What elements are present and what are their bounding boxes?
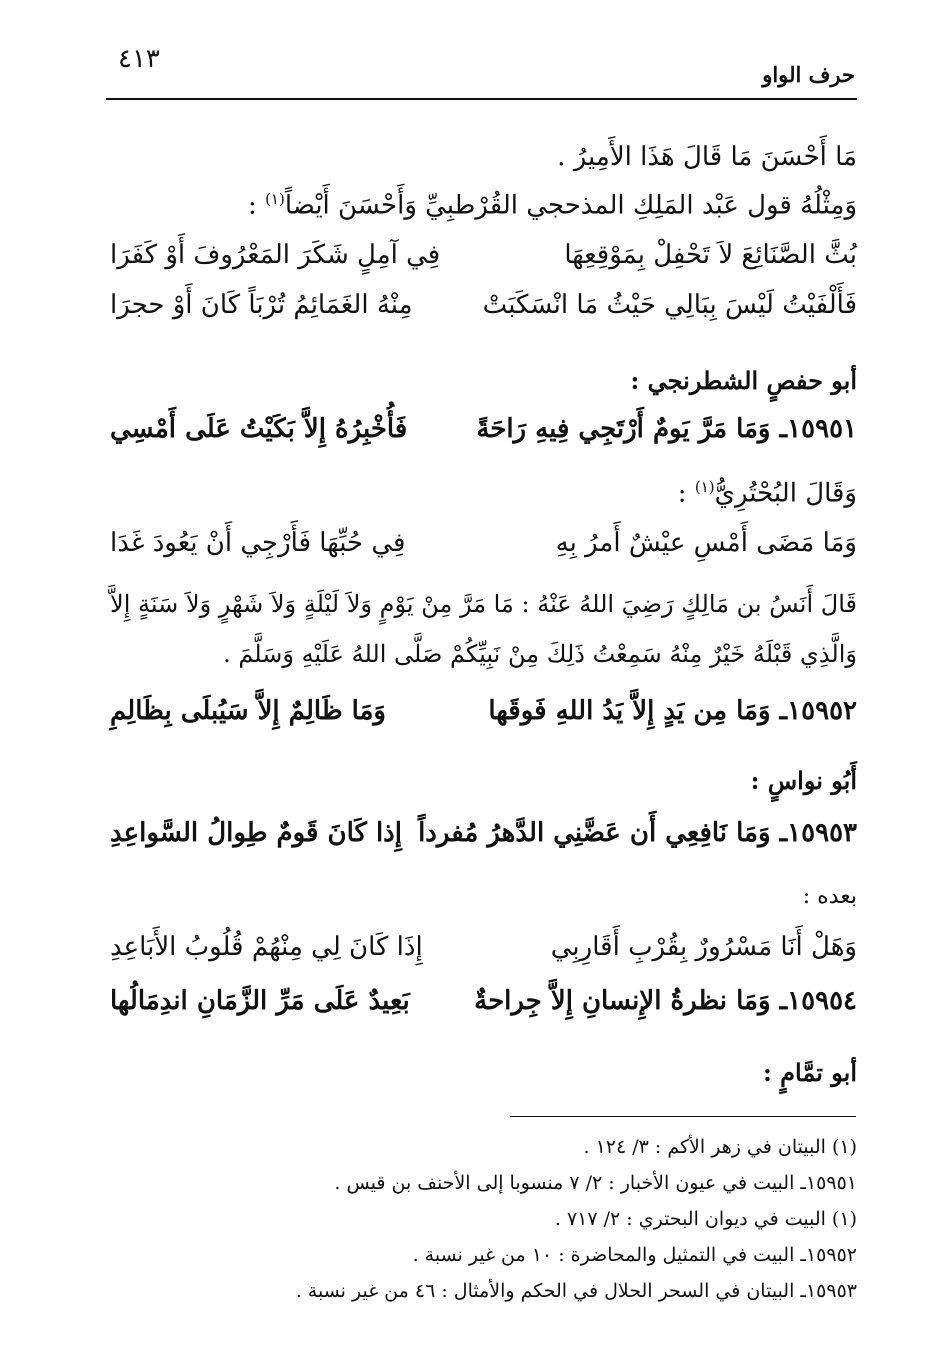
verse-4: [110, 932, 857, 972]
prose-colon: :: [677, 478, 695, 509]
verse-second-hemistich: إِذا كَانَ قَومٌ طِوالُ السَّواعِدِ: [110, 818, 402, 848]
verse-second-hemistich: فَأُخْبِرُهُ إِلاَّ بَكَيْتُ عَلَى أَمْسِي: [110, 414, 408, 444]
prose-line-3: [110, 478, 857, 509]
footnote: (١) البيتان في زهر الأكم : ٣/ ١٢٤ .: [583, 1136, 857, 1158]
verse-3: [110, 528, 857, 568]
verse-first-hemistich: بُثَّ الصَّنَائِعَ لاَ تَحْفِلْ بِمَوْقِعِهَا: [564, 240, 857, 270]
prose-colon: :: [248, 190, 266, 221]
poet-heading: أبو تمَّامٍ :: [762, 1058, 857, 1087]
prose-line-4b: وَالَّذِي قَبْلَهُ خَيْرٌ مِنْهُ سَمِعْتُ ذَلِكَ مِنْ نَبِيِّكُمْ صَلَّى اللهُ عَلَيْهِ وَسَلَّمَ .: [223, 640, 857, 668]
verse-first-hemistich: ١٥٩٥٤ـ وَمَا نظرةُ الإِنسانِ إِلاَّ جِراحةٌ: [474, 986, 857, 1016]
prose-line-4a: قَالَ أَنَسُ بن مَالِكٍ رَضِيَ اللهُ عَنْهُ : مَا مَرَّ مِنْ يَوْمٍ وَلاَ لَيْلَةٍ وَلاَ شَهْرٍ وَلاَ سَنَةٍ إِلاَّ: [110, 590, 857, 618]
footnote: (١) البيت في ديوان البحتري : ٢/ ٧١٧ .: [554, 1208, 857, 1230]
verse-first-hemistich: ١٥٩٥١ـ وَمَا مَرَّ يَومٌ أَرْتَجِي فِيهِ رَاحَةً: [476, 414, 857, 444]
verse-first-hemistich: وَمَا مَضَى أَمْسِ عيْشٌ أَمرُ بِهِ: [555, 528, 857, 558]
verse-2: [110, 290, 857, 330]
verse-second-hemistich: فِي آمِلٍ شَكَرَ المَعْرُوفَ أَوْ كَفَرَا: [110, 240, 441, 270]
chapter-title: حرف الواو: [762, 62, 855, 87]
verse-second-hemistich: إِذَا كَانَ لِي مِنْهُمْ قُلُوبُ الأَبَاعِدِ: [110, 932, 423, 962]
verse-first-hemistich: وَهَلْ أَنَا مَسْرُورٌ بِقُرْبِ أَقَارِبِي: [550, 932, 857, 962]
page-number: ٤١٣: [118, 44, 160, 74]
verse-first-hemistich: ١٥٩٥٣ـ وَمَا نَافِعِي أَن عَضَّنِي الدَّهرُ مُفرداً: [418, 818, 857, 848]
prose-text: وَقَالَ البُحْتُرِيُّ: [714, 478, 857, 509]
verse-15954: [110, 986, 857, 1026]
prose-line-2: [110, 190, 857, 221]
verse-second-hemistich: وَمَا ظَالِمٌ إِلاَّ سَيُبلَى بِظَالِمِ: [110, 696, 386, 726]
footnote: ١٥٩٥١ـ البيت في عيون الأخبار : ٢/ ٧ منسوبا إلى الأحنف بن قيس .: [334, 1172, 857, 1194]
prose-text: وَمِثْلُهُ قول عَبْد المَلِكِ المذحجي القُرْطبِيِّ وَأَحْسَنَ أَيْضاً: [284, 190, 857, 221]
poet-heading: أبو حفصٍ الشطرنجي :: [630, 366, 857, 395]
verse-15951: [110, 414, 857, 454]
footnote: ١٥٩٥٢ـ البيت في التمثيل والمحاضرة : ١٠ من غير نسبة .: [412, 1244, 857, 1266]
footnote: ١٥٩٥٣ـ البيتان في السحر الحلال في الحكم والأمثال : ٤٦ من غير نسبة .: [295, 1280, 857, 1302]
verse-15952: [110, 696, 857, 736]
after-heading: بعده :: [802, 884, 857, 909]
verse-second-hemistich: فِي حُبِّهَا فَأَرْجِي أَنْ يَعُودَ غَدَا: [110, 528, 406, 558]
footnote-ref: (١): [265, 190, 285, 208]
prose-line-1: مَا أَحْسَنَ مَا قَالَ هَذَا الأَمِيرُ .: [557, 142, 857, 172]
verse-1: [110, 240, 857, 280]
footnote-ref: (١): [694, 478, 715, 496]
poet-heading: أَبُو نواسٍ :: [750, 766, 857, 795]
header-rule: [106, 98, 857, 100]
verse-15953: [110, 818, 857, 858]
verse-first-hemistich: ١٥٩٥٢ـ وَمَا مِن يَدٍ إِلاَّ يَدُ اللهِ فَوقَها: [488, 696, 857, 726]
verse-first-hemistich: فَأَلْفَيْتُ لَيْسَ بِبَالِي حَيْثُ مَا انْسَكَبَتْ: [482, 290, 857, 320]
verse-second-hemistich: بَعِيدٌ عَلَى مَرِّ الزَّمَانِ اندِمَالُها: [110, 986, 410, 1016]
footnote-rule: [510, 1116, 856, 1117]
verse-second-hemistich: مِنْهُ الغَمَائِمُ تُرْبَاً كَانَ أَوْ حجرَا: [110, 290, 413, 320]
